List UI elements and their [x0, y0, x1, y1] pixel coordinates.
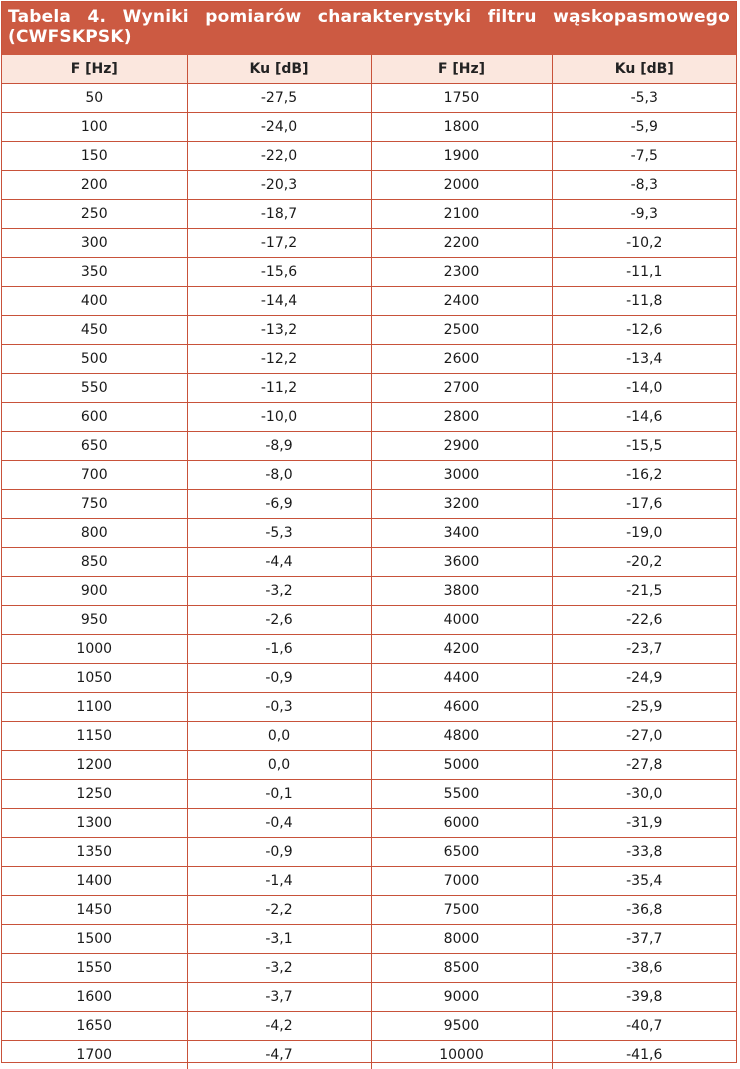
table-row	[2, 345, 736, 374]
cell-gain-2: -30,0	[552, 780, 736, 809]
cell-frequency-1: 750	[2, 490, 187, 519]
cell-gain-2: -41,6	[552, 1041, 736, 1069]
cell-frequency-1: 1350	[2, 838, 187, 867]
table-row	[2, 606, 736, 635]
cell-frequency-1: 1250	[2, 780, 187, 809]
cell-gain-1: -4,2	[187, 1012, 371, 1041]
cell-frequency-1: 1550	[2, 954, 187, 983]
cell-gain-2: -14,0	[552, 374, 736, 403]
cell-frequency-2: 2900	[371, 432, 552, 461]
table-title-word: 4.	[88, 7, 107, 27]
cell-frequency-2: 4800	[371, 722, 552, 751]
cell-gain-2: -11,8	[552, 287, 736, 316]
cell-gain-2: -36,8	[552, 896, 736, 925]
table-row	[2, 432, 736, 461]
cell-frequency-1: 1300	[2, 809, 187, 838]
cell-frequency-2: 9000	[371, 983, 552, 1012]
table-row	[2, 693, 736, 722]
table-row	[2, 983, 736, 1012]
table-title-word: Wyniki	[123, 7, 189, 27]
cell-gain-1: -22,0	[187, 142, 371, 171]
table-title	[2, 2, 736, 55]
cell-frequency-2: 10000	[371, 1041, 552, 1069]
cell-frequency-1: 950	[2, 606, 187, 635]
cell-gain-1: -14,4	[187, 287, 371, 316]
cell-gain-1: -10,0	[187, 403, 371, 432]
cell-gain-1: -24,0	[187, 113, 371, 142]
cell-gain-1: -18,7	[187, 200, 371, 229]
cell-frequency-2: 2100	[371, 200, 552, 229]
table-row	[2, 171, 736, 200]
cell-gain-1: -1,6	[187, 635, 371, 664]
cell-frequency-1: 400	[2, 287, 187, 316]
table-row	[2, 867, 736, 896]
cell-frequency-1: 1650	[2, 1012, 187, 1041]
cell-frequency-1: 1050	[2, 664, 187, 693]
cell-gain-2: -23,7	[552, 635, 736, 664]
data-table	[2, 55, 736, 1069]
cell-frequency-2: 6500	[371, 838, 552, 867]
cell-frequency-2: 5500	[371, 780, 552, 809]
cell-gain-1: -0,9	[187, 664, 371, 693]
table-row	[2, 113, 736, 142]
cell-frequency-1: 700	[2, 461, 187, 490]
cell-gain-1: -4,7	[187, 1041, 371, 1069]
table-row	[2, 490, 736, 519]
cell-frequency-2: 3600	[371, 548, 552, 577]
cell-frequency-1: 1450	[2, 896, 187, 925]
cell-gain-2: -33,8	[552, 838, 736, 867]
cell-gain-1: -0,4	[187, 809, 371, 838]
cell-frequency-2: 2400	[371, 287, 552, 316]
cell-frequency-2: 1900	[371, 142, 552, 171]
cell-gain-2: -13,4	[552, 345, 736, 374]
table-row	[2, 1012, 736, 1041]
table-row	[2, 722, 736, 751]
table-title-line2: (CWFSKPSK)	[8, 27, 730, 47]
table-title-word: pomiarów	[205, 7, 301, 27]
table-row	[2, 780, 736, 809]
table-row	[2, 954, 736, 983]
cell-gain-2: -40,7	[552, 1012, 736, 1041]
header-gain-1: Ku [dB]	[187, 55, 371, 84]
cell-gain-2: -12,6	[552, 316, 736, 345]
header-gain-2: Ku [dB]	[552, 55, 736, 84]
cell-gain-1: -13,2	[187, 316, 371, 345]
table-row	[2, 1041, 736, 1069]
cell-frequency-2: 8500	[371, 954, 552, 983]
cell-frequency-1: 1200	[2, 751, 187, 780]
cell-frequency-1: 600	[2, 403, 187, 432]
cell-frequency-2: 4000	[371, 606, 552, 635]
cell-gain-2: -39,8	[552, 983, 736, 1012]
table-row	[2, 519, 736, 548]
cell-gain-2: -31,9	[552, 809, 736, 838]
cell-gain-1: -3,7	[187, 983, 371, 1012]
cell-frequency-1: 250	[2, 200, 187, 229]
cell-frequency-1: 50	[2, 84, 187, 113]
cell-gain-1: 0,0	[187, 722, 371, 751]
cell-frequency-1: 800	[2, 519, 187, 548]
table-row	[2, 84, 736, 113]
cell-gain-1: -2,6	[187, 606, 371, 635]
cell-gain-2: -35,4	[552, 867, 736, 896]
table-row	[2, 664, 736, 693]
cell-frequency-2: 7500	[371, 896, 552, 925]
table-row	[2, 838, 736, 867]
table-row	[2, 809, 736, 838]
cell-gain-2: -16,2	[552, 461, 736, 490]
cell-gain-1: -27,5	[187, 84, 371, 113]
cell-gain-1: -17,2	[187, 229, 371, 258]
cell-gain-2: -21,5	[552, 577, 736, 606]
cell-frequency-2: 3800	[371, 577, 552, 606]
cell-gain-2: -9,3	[552, 200, 736, 229]
cell-frequency-1: 300	[2, 229, 187, 258]
cell-gain-1: -8,9	[187, 432, 371, 461]
cell-gain-2: -19,0	[552, 519, 736, 548]
header-frequency-2: F [Hz]	[371, 55, 552, 84]
cell-frequency-1: 900	[2, 577, 187, 606]
cell-frequency-1: 550	[2, 374, 187, 403]
cell-frequency-1: 1400	[2, 867, 187, 896]
table-row	[2, 461, 736, 490]
cell-frequency-2: 3400	[371, 519, 552, 548]
cell-frequency-1: 350	[2, 258, 187, 287]
cell-gain-2: -15,5	[552, 432, 736, 461]
cell-frequency-1: 1150	[2, 722, 187, 751]
cell-frequency-1: 1100	[2, 693, 187, 722]
cell-gain-1: -0,9	[187, 838, 371, 867]
cell-gain-2: -38,6	[552, 954, 736, 983]
cell-gain-1: -0,1	[187, 780, 371, 809]
cell-gain-2: -8,3	[552, 171, 736, 200]
cell-gain-2: -7,5	[552, 142, 736, 171]
cell-gain-1: -3,1	[187, 925, 371, 954]
table-row	[2, 896, 736, 925]
cell-gain-1: -20,3	[187, 171, 371, 200]
cell-frequency-1: 100	[2, 113, 187, 142]
table-row	[2, 577, 736, 606]
cell-frequency-1: 500	[2, 345, 187, 374]
cell-gain-1: -1,4	[187, 867, 371, 896]
cell-gain-2: -37,7	[552, 925, 736, 954]
cell-gain-1: -11,2	[187, 374, 371, 403]
table-title-line1	[8, 7, 730, 27]
cell-frequency-1: 850	[2, 548, 187, 577]
cell-frequency-2: 5000	[371, 751, 552, 780]
cell-frequency-2: 2300	[371, 258, 552, 287]
table-title-word: filtru	[488, 7, 537, 27]
cell-frequency-1: 1600	[2, 983, 187, 1012]
cell-gain-1: -12,2	[187, 345, 371, 374]
cell-gain-2: -25,9	[552, 693, 736, 722]
cell-frequency-2: 2000	[371, 171, 552, 200]
table-body	[2, 84, 736, 1069]
cell-frequency-2: 1750	[371, 84, 552, 113]
cell-gain-1: -3,2	[187, 954, 371, 983]
cell-frequency-1: 1000	[2, 635, 187, 664]
table-row	[2, 316, 736, 345]
cell-frequency-2: 4200	[371, 635, 552, 664]
cell-gain-1: -6,9	[187, 490, 371, 519]
table-row	[2, 200, 736, 229]
cell-frequency-2: 2800	[371, 403, 552, 432]
table-title-word: charakterystyki	[318, 7, 471, 27]
table-row	[2, 635, 736, 664]
cell-gain-1: -3,2	[187, 577, 371, 606]
table-row	[2, 258, 736, 287]
cell-frequency-2: 8000	[371, 925, 552, 954]
cell-frequency-1: 150	[2, 142, 187, 171]
measurement-table	[1, 1, 737, 1063]
table-title-word: Tabela	[8, 7, 71, 27]
cell-gain-1: -4,4	[187, 548, 371, 577]
table-row	[2, 229, 736, 258]
cell-gain-2: -11,1	[552, 258, 736, 287]
cell-frequency-2: 3200	[371, 490, 552, 519]
table-title-word: wąskopasmowego	[553, 7, 730, 27]
cell-frequency-2: 6000	[371, 809, 552, 838]
cell-gain-2: -5,3	[552, 84, 736, 113]
table-row	[2, 287, 736, 316]
cell-frequency-1: 650	[2, 432, 187, 461]
table-row	[2, 751, 736, 780]
cell-gain-2: -27,0	[552, 722, 736, 751]
cell-gain-2: -10,2	[552, 229, 736, 258]
cell-gain-2: -17,6	[552, 490, 736, 519]
cell-gain-1: -0,3	[187, 693, 371, 722]
cell-gain-2: -27,8	[552, 751, 736, 780]
cell-gain-2: -22,6	[552, 606, 736, 635]
cell-frequency-2: 4600	[371, 693, 552, 722]
cell-frequency-1: 450	[2, 316, 187, 345]
cell-frequency-1: 1700	[2, 1041, 187, 1069]
cell-gain-2: -20,2	[552, 548, 736, 577]
table-row	[2, 374, 736, 403]
cell-gain-1: -15,6	[187, 258, 371, 287]
cell-frequency-1: 200	[2, 171, 187, 200]
header-frequency-1: F [Hz]	[2, 55, 187, 84]
cell-frequency-2: 3000	[371, 461, 552, 490]
cell-frequency-2: 1800	[371, 113, 552, 142]
cell-gain-2: -24,9	[552, 664, 736, 693]
header-row	[2, 55, 736, 84]
table-row	[2, 403, 736, 432]
cell-gain-2: -5,9	[552, 113, 736, 142]
cell-frequency-2: 7000	[371, 867, 552, 896]
cell-frequency-2: 9500	[371, 1012, 552, 1041]
table-row	[2, 548, 736, 577]
table-row	[2, 142, 736, 171]
cell-frequency-2: 2200	[371, 229, 552, 258]
cell-gain-1: -2,2	[187, 896, 371, 925]
cell-frequency-1: 1500	[2, 925, 187, 954]
cell-gain-2: -14,6	[552, 403, 736, 432]
table-row	[2, 925, 736, 954]
cell-frequency-2: 4400	[371, 664, 552, 693]
cell-gain-1: -5,3	[187, 519, 371, 548]
cell-gain-1: 0,0	[187, 751, 371, 780]
cell-frequency-2: 2500	[371, 316, 552, 345]
cell-gain-1: -8,0	[187, 461, 371, 490]
cell-frequency-2: 2700	[371, 374, 552, 403]
cell-frequency-2: 2600	[371, 345, 552, 374]
